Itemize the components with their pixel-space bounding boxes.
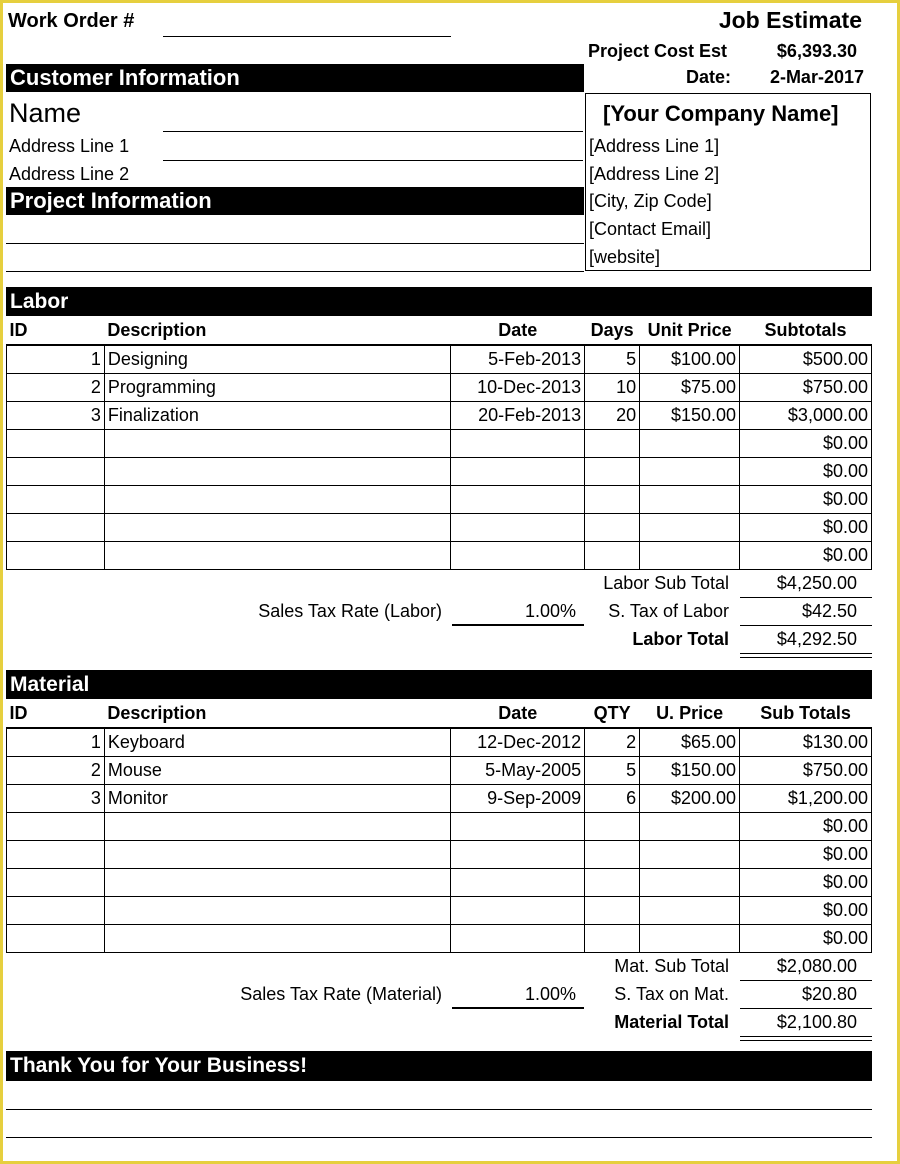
material-col-date: Date <box>451 700 585 728</box>
material-description-cell <box>104 841 451 869</box>
material-subtotal-value: $2,080.00 <box>776 956 857 976</box>
labor-col-date: Date <box>451 317 585 345</box>
material-subtotal-cell: $0.00 <box>740 841 872 869</box>
labor-description-cell <box>104 458 451 486</box>
labor-tax-line <box>740 625 872 626</box>
material-qty-cell <box>585 813 640 841</box>
customer-name-line <box>163 131 583 132</box>
labor-subtotal-value: $4,250.00 <box>776 573 857 593</box>
labor-tax-rate-label: Sales Tax Rate (Labor) <box>258 601 442 621</box>
labor-price-cell <box>640 542 740 570</box>
material-tax-value: $20.80 <box>801 984 857 1004</box>
table-row <box>7 374 872 402</box>
date-value: 2-Mar-2017 <box>769 67 864 87</box>
company-city-zip: [City, Zip Code] <box>589 191 712 211</box>
project-cost-label: Project Cost Est <box>587 41 727 61</box>
material-qty-cell <box>585 869 640 897</box>
labor-date-cell <box>451 542 585 570</box>
material-subtotal-cell: $0.00 <box>740 897 872 925</box>
labor-qty-cell <box>585 430 640 458</box>
table-row <box>7 345 872 374</box>
labor-id-cell <box>7 514 105 542</box>
labor-id-cell: 3 <box>7 402 105 430</box>
labor-description-cell <box>104 514 451 542</box>
labor-date-cell <box>451 486 585 514</box>
material-table <box>6 700 872 953</box>
material-total-value: $2,100.80 <box>776 1012 857 1032</box>
company-website: [website] <box>589 247 661 267</box>
labor-description-cell <box>104 430 451 458</box>
address-line1-label: Address Line 1 <box>9 136 130 156</box>
labor-date-cell: 5-Feb-2013 <box>451 345 585 374</box>
labor-description-cell <box>104 486 451 514</box>
labor-subtotal-cell: $0.00 <box>740 542 872 570</box>
material-col-description: Description <box>104 700 451 728</box>
material-price-cell <box>640 869 740 897</box>
table-row <box>7 785 872 813</box>
labor-total-label: Labor Total <box>632 629 729 649</box>
labor-col-unit-price: Unit Price <box>640 317 740 345</box>
company-email: [Contact Email] <box>589 219 712 239</box>
labor-subtotal-cell: $750.00 <box>740 374 872 402</box>
material-subtotal-cell: $0.00 <box>740 925 872 953</box>
labor-description-cell: Finalization <box>104 402 451 430</box>
material-description-cell <box>104 925 451 953</box>
labor-qty-cell: 10 <box>585 374 640 402</box>
labor-subtotal-line <box>740 597 872 598</box>
labor-date-cell <box>451 514 585 542</box>
material-price-cell: $65.00 <box>640 728 740 757</box>
labor-price-cell: $75.00 <box>640 374 740 402</box>
table-row <box>7 869 872 897</box>
table-row <box>7 841 872 869</box>
material-tax-line <box>740 1008 872 1009</box>
doc-title: Job Estimate <box>718 7 862 33</box>
table-row <box>7 486 872 514</box>
material-subtotal-cell: $130.00 <box>740 728 872 757</box>
material-date-cell: 5-May-2005 <box>451 757 585 785</box>
material-qty-cell <box>585 897 640 925</box>
labor-date-cell: 10-Dec-2013 <box>451 374 585 402</box>
material-col-id: ID <box>7 700 105 728</box>
material-col-subtotals: Sub Totals <box>740 700 872 728</box>
labor-price-cell <box>640 430 740 458</box>
material-total-double-line <box>740 1036 872 1041</box>
project-info-bar: Project Information <box>6 187 584 215</box>
table-row <box>7 430 872 458</box>
customer-info-bar: Customer Information <box>6 64 584 92</box>
project-cost-value: $6,393.30 <box>776 41 857 61</box>
material-col-unit-price: U. Price <box>640 700 740 728</box>
material-subtotal-cell: $0.00 <box>740 869 872 897</box>
material-id-cell: 3 <box>7 785 105 813</box>
labor-total-double-line <box>740 653 872 658</box>
material-date-cell <box>451 925 585 953</box>
thank-you-bar: Thank You for Your Business! <box>6 1051 872 1081</box>
material-qty-cell: 2 <box>585 728 640 757</box>
table-row <box>7 897 872 925</box>
project-line-1 <box>6 243 584 244</box>
footer-line-2 <box>6 1137 872 1138</box>
table-row <box>7 757 872 785</box>
labor-id-cell <box>7 430 105 458</box>
labor-qty-cell: 20 <box>585 402 640 430</box>
project-line-2 <box>6 271 584 272</box>
labor-id-cell <box>7 486 105 514</box>
material-description-cell <box>104 813 451 841</box>
material-date-cell: 12-Dec-2012 <box>451 728 585 757</box>
material-header-row <box>7 700 872 728</box>
company-address1: [Address Line 1] <box>589 136 720 156</box>
labor-qty-cell: 5 <box>585 345 640 374</box>
material-subtotal-cell: $0.00 <box>740 813 872 841</box>
material-id-cell <box>7 813 105 841</box>
material-id-cell <box>7 841 105 869</box>
material-subtotal-cell: $750.00 <box>740 757 872 785</box>
material-subtotal-cell: $1,200.00 <box>740 785 872 813</box>
material-qty-cell <box>585 841 640 869</box>
material-tax-rate-line <box>452 1007 584 1009</box>
labor-tax-rate-value: 1.00% <box>524 601 576 621</box>
labor-price-cell: $150.00 <box>640 402 740 430</box>
labor-qty-cell <box>585 486 640 514</box>
labor-date-cell <box>451 458 585 486</box>
labor-subtotal-cell: $0.00 <box>740 458 872 486</box>
material-bar: Material <box>6 670 872 699</box>
labor-col-subtotals: Subtotals <box>740 317 872 345</box>
material-qty-cell: 6 <box>585 785 640 813</box>
table-row <box>7 458 872 486</box>
labor-date-cell <box>451 430 585 458</box>
material-description-cell <box>104 897 451 925</box>
material-qty-cell: 5 <box>585 757 640 785</box>
labor-date-cell: 20-Feb-2013 <box>451 402 585 430</box>
material-qty-cell <box>585 925 640 953</box>
table-row <box>7 925 872 953</box>
material-subtotal-line <box>740 980 872 981</box>
labor-tax-value: $42.50 <box>801 601 857 621</box>
table-row <box>7 813 872 841</box>
labor-table <box>6 317 872 570</box>
material-id-cell <box>7 869 105 897</box>
labor-subtotal-label: Labor Sub Total <box>603 573 729 593</box>
labor-qty-cell <box>585 542 640 570</box>
material-tax-rate-value: 1.00% <box>524 984 576 1004</box>
material-id-cell: 1 <box>7 728 105 757</box>
material-description-cell <box>104 869 451 897</box>
labor-id-cell <box>7 542 105 570</box>
material-tax-label: S. Tax on Mat. <box>614 984 729 1004</box>
labor-total-value: $4,292.50 <box>776 629 857 649</box>
labor-subtotal-cell: $0.00 <box>740 486 872 514</box>
date-label: Date: <box>685 67 731 87</box>
labor-id-cell: 1 <box>7 345 105 374</box>
labor-price-cell <box>640 514 740 542</box>
table-row <box>7 402 872 430</box>
material-date-cell <box>451 869 585 897</box>
material-description-cell: Keyboard <box>104 728 451 757</box>
material-id-cell <box>7 897 105 925</box>
customer-name-label: Name <box>9 98 82 128</box>
address-line1-line <box>163 160 583 161</box>
labor-bar: Labor <box>6 287 872 316</box>
labor-col-id: ID <box>7 317 105 345</box>
table-row <box>7 542 872 570</box>
material-id-cell: 2 <box>7 757 105 785</box>
material-total-label: Material Total <box>614 1012 729 1032</box>
material-date-cell <box>451 841 585 869</box>
material-tax-rate-label: Sales Tax Rate (Material) <box>240 984 442 1004</box>
labor-price-cell: $100.00 <box>640 345 740 374</box>
labor-price-cell <box>640 458 740 486</box>
material-price-cell <box>640 925 740 953</box>
labor-col-days: Days <box>585 317 640 345</box>
labor-description-cell: Programming <box>104 374 451 402</box>
labor-qty-cell <box>585 514 640 542</box>
table-row <box>7 514 872 542</box>
labor-subtotal-cell: $0.00 <box>740 514 872 542</box>
labor-subtotal-cell: $0.00 <box>740 430 872 458</box>
material-price-cell <box>640 813 740 841</box>
material-id-cell <box>7 925 105 953</box>
labor-description-cell: Designing <box>104 345 451 374</box>
material-date-cell: 9-Sep-2009 <box>451 785 585 813</box>
material-date-cell <box>451 813 585 841</box>
labor-description-cell <box>104 542 451 570</box>
labor-subtotal-cell: $3,000.00 <box>740 402 872 430</box>
table-row <box>7 728 872 757</box>
company-address2: [Address Line 2] <box>589 164 720 184</box>
labor-col-description: Description <box>104 317 451 345</box>
material-price-cell <box>640 841 740 869</box>
footer-line-1 <box>6 1109 872 1110</box>
material-description-cell: Mouse <box>104 757 451 785</box>
material-subtotal-label: Mat. Sub Total <box>614 956 729 976</box>
labor-tax-rate-line <box>452 624 584 626</box>
material-description-cell: Monitor <box>104 785 451 813</box>
labor-subtotal-cell: $500.00 <box>740 345 872 374</box>
material-col-qty: QTY <box>585 700 640 728</box>
material-price-cell: $150.00 <box>640 757 740 785</box>
work-order-label: Work Order # <box>8 10 135 32</box>
material-price-cell: $200.00 <box>640 785 740 813</box>
labor-id-cell <box>7 458 105 486</box>
labor-price-cell <box>640 486 740 514</box>
labor-id-cell: 2 <box>7 374 105 402</box>
address-line2-label: Address Line 2 <box>9 164 130 184</box>
material-date-cell <box>451 897 585 925</box>
work-order-line <box>163 36 451 37</box>
labor-tax-label: S. Tax of Labor <box>608 601 729 621</box>
company-name: [Your Company Name] <box>603 101 839 126</box>
labor-header-row <box>7 317 872 345</box>
labor-qty-cell <box>585 458 640 486</box>
material-price-cell <box>640 897 740 925</box>
